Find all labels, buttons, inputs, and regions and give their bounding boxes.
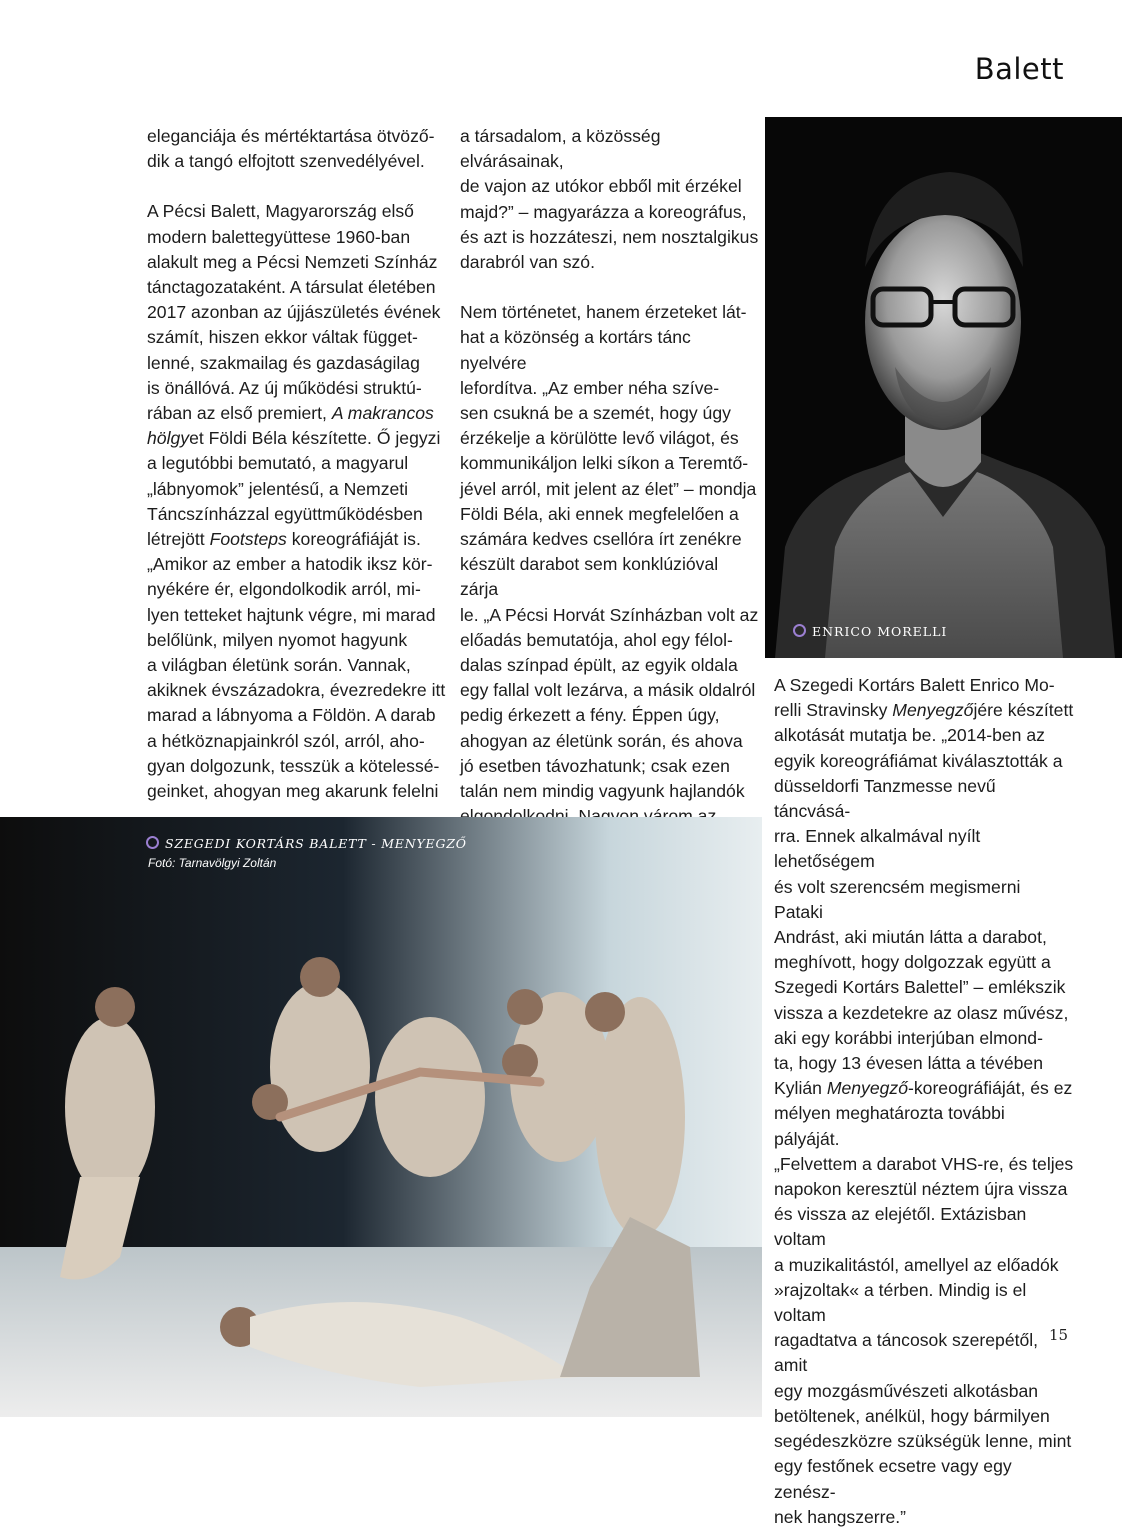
portrait-caption xyxy=(793,624,947,639)
paragraph: eleganciája és mértéktartása ötvöző- dik a tangó elfojtott szenvedélyével. xyxy=(147,126,435,172)
paragraph: Nem történetet, hanem érzeteket lát- hat a közönség a kortárs tánc nyelvére lefordítva. „Az ember néha szíve- sen csukná be a szemét, hogy úgy érzékelje a körülötte levő világot, és kommunikáljon lelki síkon a Teremtő- jével arról, mit jelent az élet” – mondja Földi Béla, aki ennek megfelelően a számára kedves csellóra írt zenékre készült darabot sem konklúzióval zárja le. „A Pécsi Horvát Színházban volt az előadás bemutatója, ahol egy félol- dalas színpad épült, az egyik oldala egy fallal volt lezárva, a másik oldalról pedig érkezett a fény. Éppen úgy, ahogyan az életünk során, és ahova jó esetben távozhatunk; csak ezen talán nem mindig vagyunk hajlandók xyxy=(460,302,759,802)
section-title: Balett xyxy=(974,52,1064,86)
work-title: Menyegző xyxy=(892,700,974,721)
text-run: jére készített alkotását mutatja be. „2014-ben az egyik koreográfiámat kiválasztották a düsseldorfi Tanzmesse nevű táncvásá- rra. Ennek alkalmával nyílt lehetőségem és volt szerencsém megismerni Pataki Andrást, aki miután látta a darabot, meghívott, hogy dolgozzak együtt a Szegedi Kortárs Balettel” – emlékszik vissza a kezdetekre az olasz művész, aki egy korábbi interjúban elmond- ta, hogy 13 évesen látta a tévében Kylián xyxy=(774,700,1074,1099)
stage-caption xyxy=(146,836,467,851)
work-title: Footsteps xyxy=(209,529,287,550)
portrait-illustration xyxy=(765,117,1122,658)
photo-credit: Fotó: Tarnavölgyi Zoltán xyxy=(148,856,277,870)
text-run: -koreográfiáját, és ez mélyen meghatározta további pályáját. „Felvettem a darabot VHS-re, és teljes napokon keresztül néztem újra vissza és vissza az elejétől. Extázisban voltam a muzikalitástól, amellyel az előadók »rajzoltak« a térben. Mindig is el voltam ragadtatva a táncosok szerepétől, amit egy mozgásművészeti alkotásban betöltenek, anélkül, hogy bármilyen segédeszközre szükségük lenne, mint egy festőnek ecsetre vagy egy zenész- nek hangszerre.” xyxy=(774,1078,1074,1527)
article-column-1 xyxy=(147,124,447,804)
paragraph: a társadalom, a közösség elvárásainak, de vajon az utókor ebből mit érzékel majd?” – magyarázza a koreográfus, és azt is hozzáteszi, nem nosztalgikus darabról van szó. xyxy=(460,126,759,273)
text-run: koreográfiáját is. „Amikor az ember a hatodik iksz kör- nyékére ér, elgondolkodik arról, mi- lyen tetteket hajtunk végre, mi marad belőlünk, milyen nyomot hagyunk a világban életünk során. Vannak, akiknek évszázadokra, évezredekre itt marad a lábnyoma a Földön. A darab a hétköznapjainkról szól, arról, aho- gyan dolgozunk, tesszük a kötelessé- geinket, ahogyan meg akarunk felelni xyxy=(147,529,446,802)
paragraph xyxy=(774,673,1074,1530)
article-column-2 xyxy=(460,124,760,905)
portrait-photo xyxy=(765,117,1122,658)
work-title: A makrancos hölgy xyxy=(147,403,434,449)
stage-photo xyxy=(0,817,762,1417)
ring-bullet-icon xyxy=(146,836,159,849)
paragraph xyxy=(147,199,447,804)
ring-bullet-icon xyxy=(793,624,806,637)
stage-caption-text: SZEGEDI KORTÁRS BALETT - MENYEGZŐ xyxy=(165,836,467,851)
text-run: et Földi Béla készítette. Ő jegyzi a legutóbbi bemutató, a magyarul „lábnyomok” jelentésű, a Nemzeti Táncszínházzal együttműködésben létrejött xyxy=(147,428,441,550)
text-run: A Szegedi Kortárs Balett Enrico Mo- relli Stravinsky xyxy=(774,675,1055,721)
work-title: Menyegző xyxy=(826,1078,908,1099)
page-number: 15 xyxy=(1049,1326,1069,1344)
stage-illustration xyxy=(0,817,762,1417)
portrait-caption-text: ENRICO MORELLI xyxy=(812,624,948,639)
text-run: A Pécsi Balett, Magyarország első modern balettegyüttese 1960-ban alakult meg a Pécsi Nemzeti Színház tánctagozataként. A társulat életében 2017 azonban az újjászületés évének számít, hiszen ekkor váltak függet- lenné, szakmailag és gazdaságilag is önállóvá. Az új működési struktú- rában az első premiert, xyxy=(147,201,441,424)
article-column-3 xyxy=(774,673,1074,1530)
